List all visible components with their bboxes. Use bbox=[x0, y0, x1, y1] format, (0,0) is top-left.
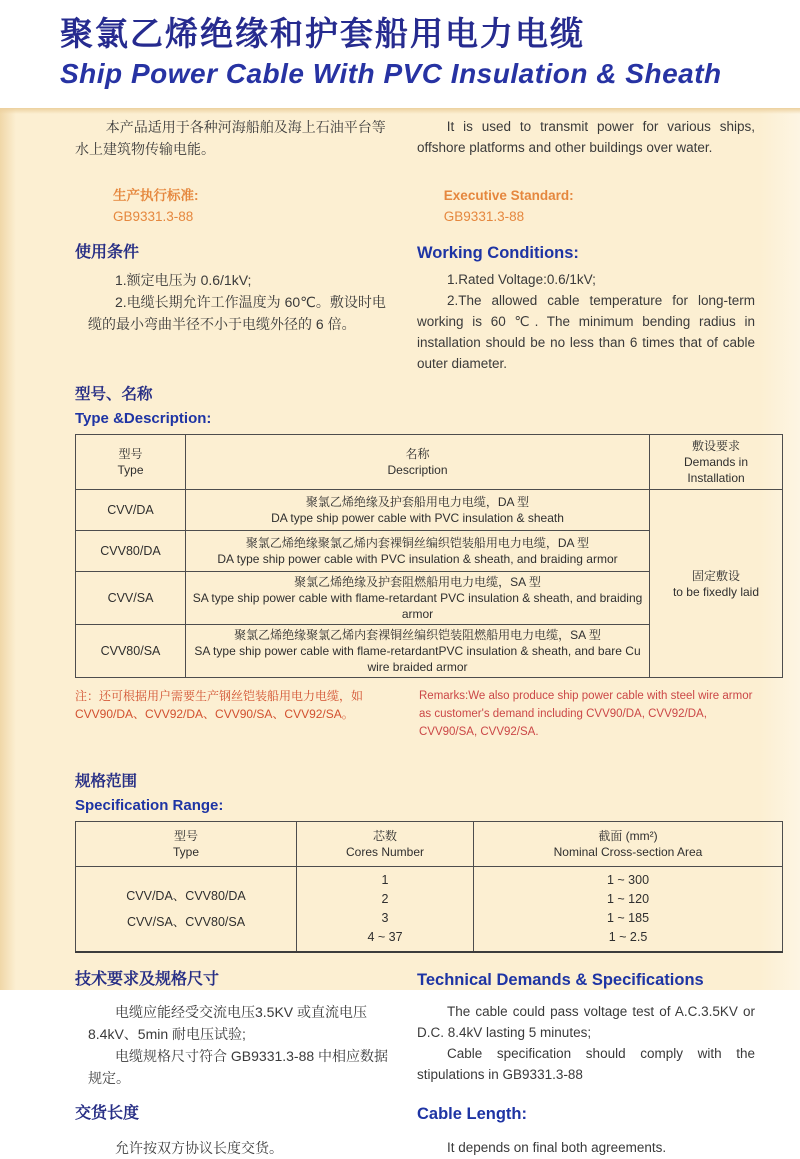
col-type-en: Type bbox=[117, 463, 144, 477]
section-value: 1 ~ 185 bbox=[606, 911, 650, 925]
desc-zh: 聚氯乙烯绝缘及护套阻燃船用电力电缆，SA 型 bbox=[294, 575, 541, 589]
conditions-item-en-1: 1.Rated Voltage:0.6/1kV; bbox=[447, 272, 596, 287]
type-heading-zh: 型号、名称 bbox=[75, 386, 153, 403]
delivery-heading-en: Cable Length: bbox=[417, 1105, 527, 1123]
type-cell: CVV/DA bbox=[76, 490, 186, 531]
technical-item-zh-1: 电缆应能经受交流电压3.5KV 或直流电压8.4kV、5min 耐电压试验; bbox=[88, 1004, 368, 1042]
cores-value: 4 ~ 37 bbox=[367, 930, 403, 944]
description-cell bbox=[186, 625, 650, 678]
spec-section-cell bbox=[474, 867, 783, 953]
spec-range-heading bbox=[75, 771, 755, 817]
spec-cores-cell bbox=[297, 867, 474, 953]
standard-row bbox=[75, 160, 755, 227]
col-header-description bbox=[186, 435, 650, 490]
demands-cell bbox=[650, 490, 783, 678]
section-value: 1 ~ 2.5 bbox=[608, 930, 648, 944]
spec-type-line: CVV/SA、CVV80/SA bbox=[126, 915, 246, 929]
technical-item-en-2: Cable specification should comply with the stipulations in GB9331.3-88 bbox=[417, 1046, 755, 1082]
col-header-type bbox=[76, 435, 186, 490]
desc-en: DA type ship power cable with PVC insulation & sheath, and braiding armor bbox=[217, 552, 618, 566]
type-heading-en: Type &Description: bbox=[75, 410, 212, 427]
col-header-section bbox=[474, 822, 783, 867]
delivery-text-en: It depends on final both agreements. bbox=[447, 1140, 667, 1155]
title-band bbox=[0, 0, 800, 92]
standard-label-en: Executive Standard: bbox=[443, 188, 574, 203]
technical-item-zh-2: 电缆规格尺寸符合 GB9331.3-88 中相应数据规定。 bbox=[88, 1048, 389, 1086]
col-header-type bbox=[76, 822, 297, 867]
type-description-table bbox=[75, 434, 783, 678]
technical-row bbox=[75, 969, 755, 1089]
col-type-zh: 型号 bbox=[173, 829, 198, 843]
cores-value: 3 bbox=[381, 911, 389, 925]
desc-zh: 聚氯乙烯绝缘及护套船用电力电缆，DA 型 bbox=[305, 495, 530, 509]
conditions-item-zh-2: 2.电缆长期允许工作温度为 60℃。敷设时电缆的最小弯曲半径不小于电缆外径的 6 倍。 bbox=[88, 294, 386, 332]
intro-row bbox=[75, 116, 755, 160]
technical-heading-zh: 技术要求及规格尺寸 bbox=[75, 971, 220, 988]
col-cores-en: Cores Number bbox=[345, 845, 425, 859]
intro-paragraph-zh: 本产品适用于各种河海船舶及海上石油平台等水上建筑物传输电能。 bbox=[75, 119, 386, 157]
table-header-row bbox=[76, 435, 783, 490]
section-value: 1 ~ 300 bbox=[606, 873, 650, 887]
col-desc-zh: 名称 bbox=[405, 447, 430, 461]
type-description-heading bbox=[75, 384, 755, 430]
desc-zh: 聚氯乙烯绝缘聚氯乙烯内套裸铜丝编织铠装船用电力电缆，DA 型 bbox=[245, 536, 590, 550]
section-value: 1 ~ 120 bbox=[606, 892, 650, 906]
table-row bbox=[76, 490, 783, 531]
spec-type-line: CVV/DA、CVV80/DA bbox=[126, 889, 246, 903]
desc-zh: 聚氯乙烯绝缘聚氯乙烯内套裸铜丝编织铠装阻燃船用电力电缆，SA 型 bbox=[234, 628, 601, 642]
demand-en: to be fixedly laid bbox=[672, 584, 760, 599]
standard-value-en: GB9331.3-88 bbox=[443, 209, 525, 224]
spec-body-row bbox=[76, 867, 783, 953]
notes-row bbox=[75, 687, 755, 741]
note-zh: 注：还可根据用户需要生产钢丝铠装船用电力电缆，如 CVV90/DA、CVV92/DA、CVV90/SA、CVV92/SA。 bbox=[75, 689, 364, 721]
col-header-demands bbox=[650, 435, 783, 490]
delivery-heading-zh: 交货长度 bbox=[75, 1105, 140, 1122]
col-desc-en: Description bbox=[387, 463, 448, 477]
delivery-row bbox=[75, 1103, 755, 1159]
description-cell bbox=[186, 490, 650, 531]
technical-heading-en: Technical Demands & Specifications bbox=[417, 971, 704, 989]
type-cell: CVV80/DA bbox=[76, 531, 186, 572]
spec-heading-zh: 规格范围 bbox=[75, 773, 138, 790]
page-title-zh: 聚氯乙烯绝缘和护套船用电力电缆 bbox=[60, 15, 585, 52]
conditions-item-zh-1: 1.额定电压为 0.6/1kV; bbox=[115, 272, 252, 288]
spec-type-cell bbox=[76, 867, 297, 953]
type-cell: CVV80/SA bbox=[76, 625, 186, 678]
col-type-zh: 型号 bbox=[118, 447, 143, 461]
col-type-en: Type bbox=[172, 845, 199, 859]
col-section-en: Nominal Cross-section Area bbox=[553, 845, 703, 859]
col-section-zh: 截面 (mm²) bbox=[598, 829, 658, 843]
conditions-row bbox=[75, 242, 755, 374]
desc-en: SA type ship power cable with flame-retardantPVC insulation & sheath, and bare Cu wire braided armor bbox=[194, 644, 641, 674]
table-header-row bbox=[76, 822, 783, 867]
description-cell bbox=[186, 572, 650, 625]
specification-table bbox=[75, 821, 783, 953]
conditions-item-en-2: 2.The allowed cable temperature for long-term working is 60 ℃. The minimum bending radius in installation should be no less than 6 times that of cable outer diameter. bbox=[417, 293, 755, 371]
description-cell bbox=[186, 531, 650, 572]
col-cores-zh: 芯数 bbox=[372, 829, 397, 843]
note-en: Remarks:We also produce ship power cable with steel wire armor as customer's demand including CVV90/DA, CVV92/DA, CVV90/SA, CVV92/SA. bbox=[419, 690, 753, 738]
technical-item-en-1: The cable could pass voltage test of A.C.3.5KV or D.C. 8.4kV lasting 5 minutes; bbox=[417, 1004, 755, 1040]
cores-value: 1 bbox=[381, 873, 389, 887]
standard-value-zh: GB9331.3-88 bbox=[113, 209, 194, 224]
spec-heading-en: Specification Range: bbox=[75, 797, 224, 814]
intro-paragraph-en: It is used to transmit power for various ships, offshore platforms and other buildings over water. bbox=[417, 119, 755, 155]
cores-value: 2 bbox=[381, 892, 389, 906]
delivery-text-zh: 允许按双方协议长度交货。 bbox=[115, 1140, 283, 1156]
conditions-heading-en: Working Conditions: bbox=[417, 244, 579, 262]
type-cell: CVV/SA bbox=[76, 572, 186, 625]
demand-zh: 固定敷设 bbox=[691, 568, 740, 583]
standard-label-zh: 生产执行标准: bbox=[113, 188, 199, 203]
conditions-heading-zh: 使用条件 bbox=[75, 244, 140, 261]
col-header-cores bbox=[297, 822, 474, 867]
col-demand-en: Demands in Installation bbox=[683, 455, 749, 485]
page-body bbox=[0, 108, 800, 1156]
desc-en: SA type ship power cable with flame-retardant PVC insulation & sheath, and braiding armor bbox=[192, 591, 643, 621]
col-demand-zh: 敷设要求 bbox=[691, 439, 740, 453]
desc-en: DA type ship power cable with PVC insulation & sheath bbox=[271, 511, 564, 525]
page-title-en: Ship Power Cable With PVC Insulation & Sheath bbox=[60, 58, 722, 90]
